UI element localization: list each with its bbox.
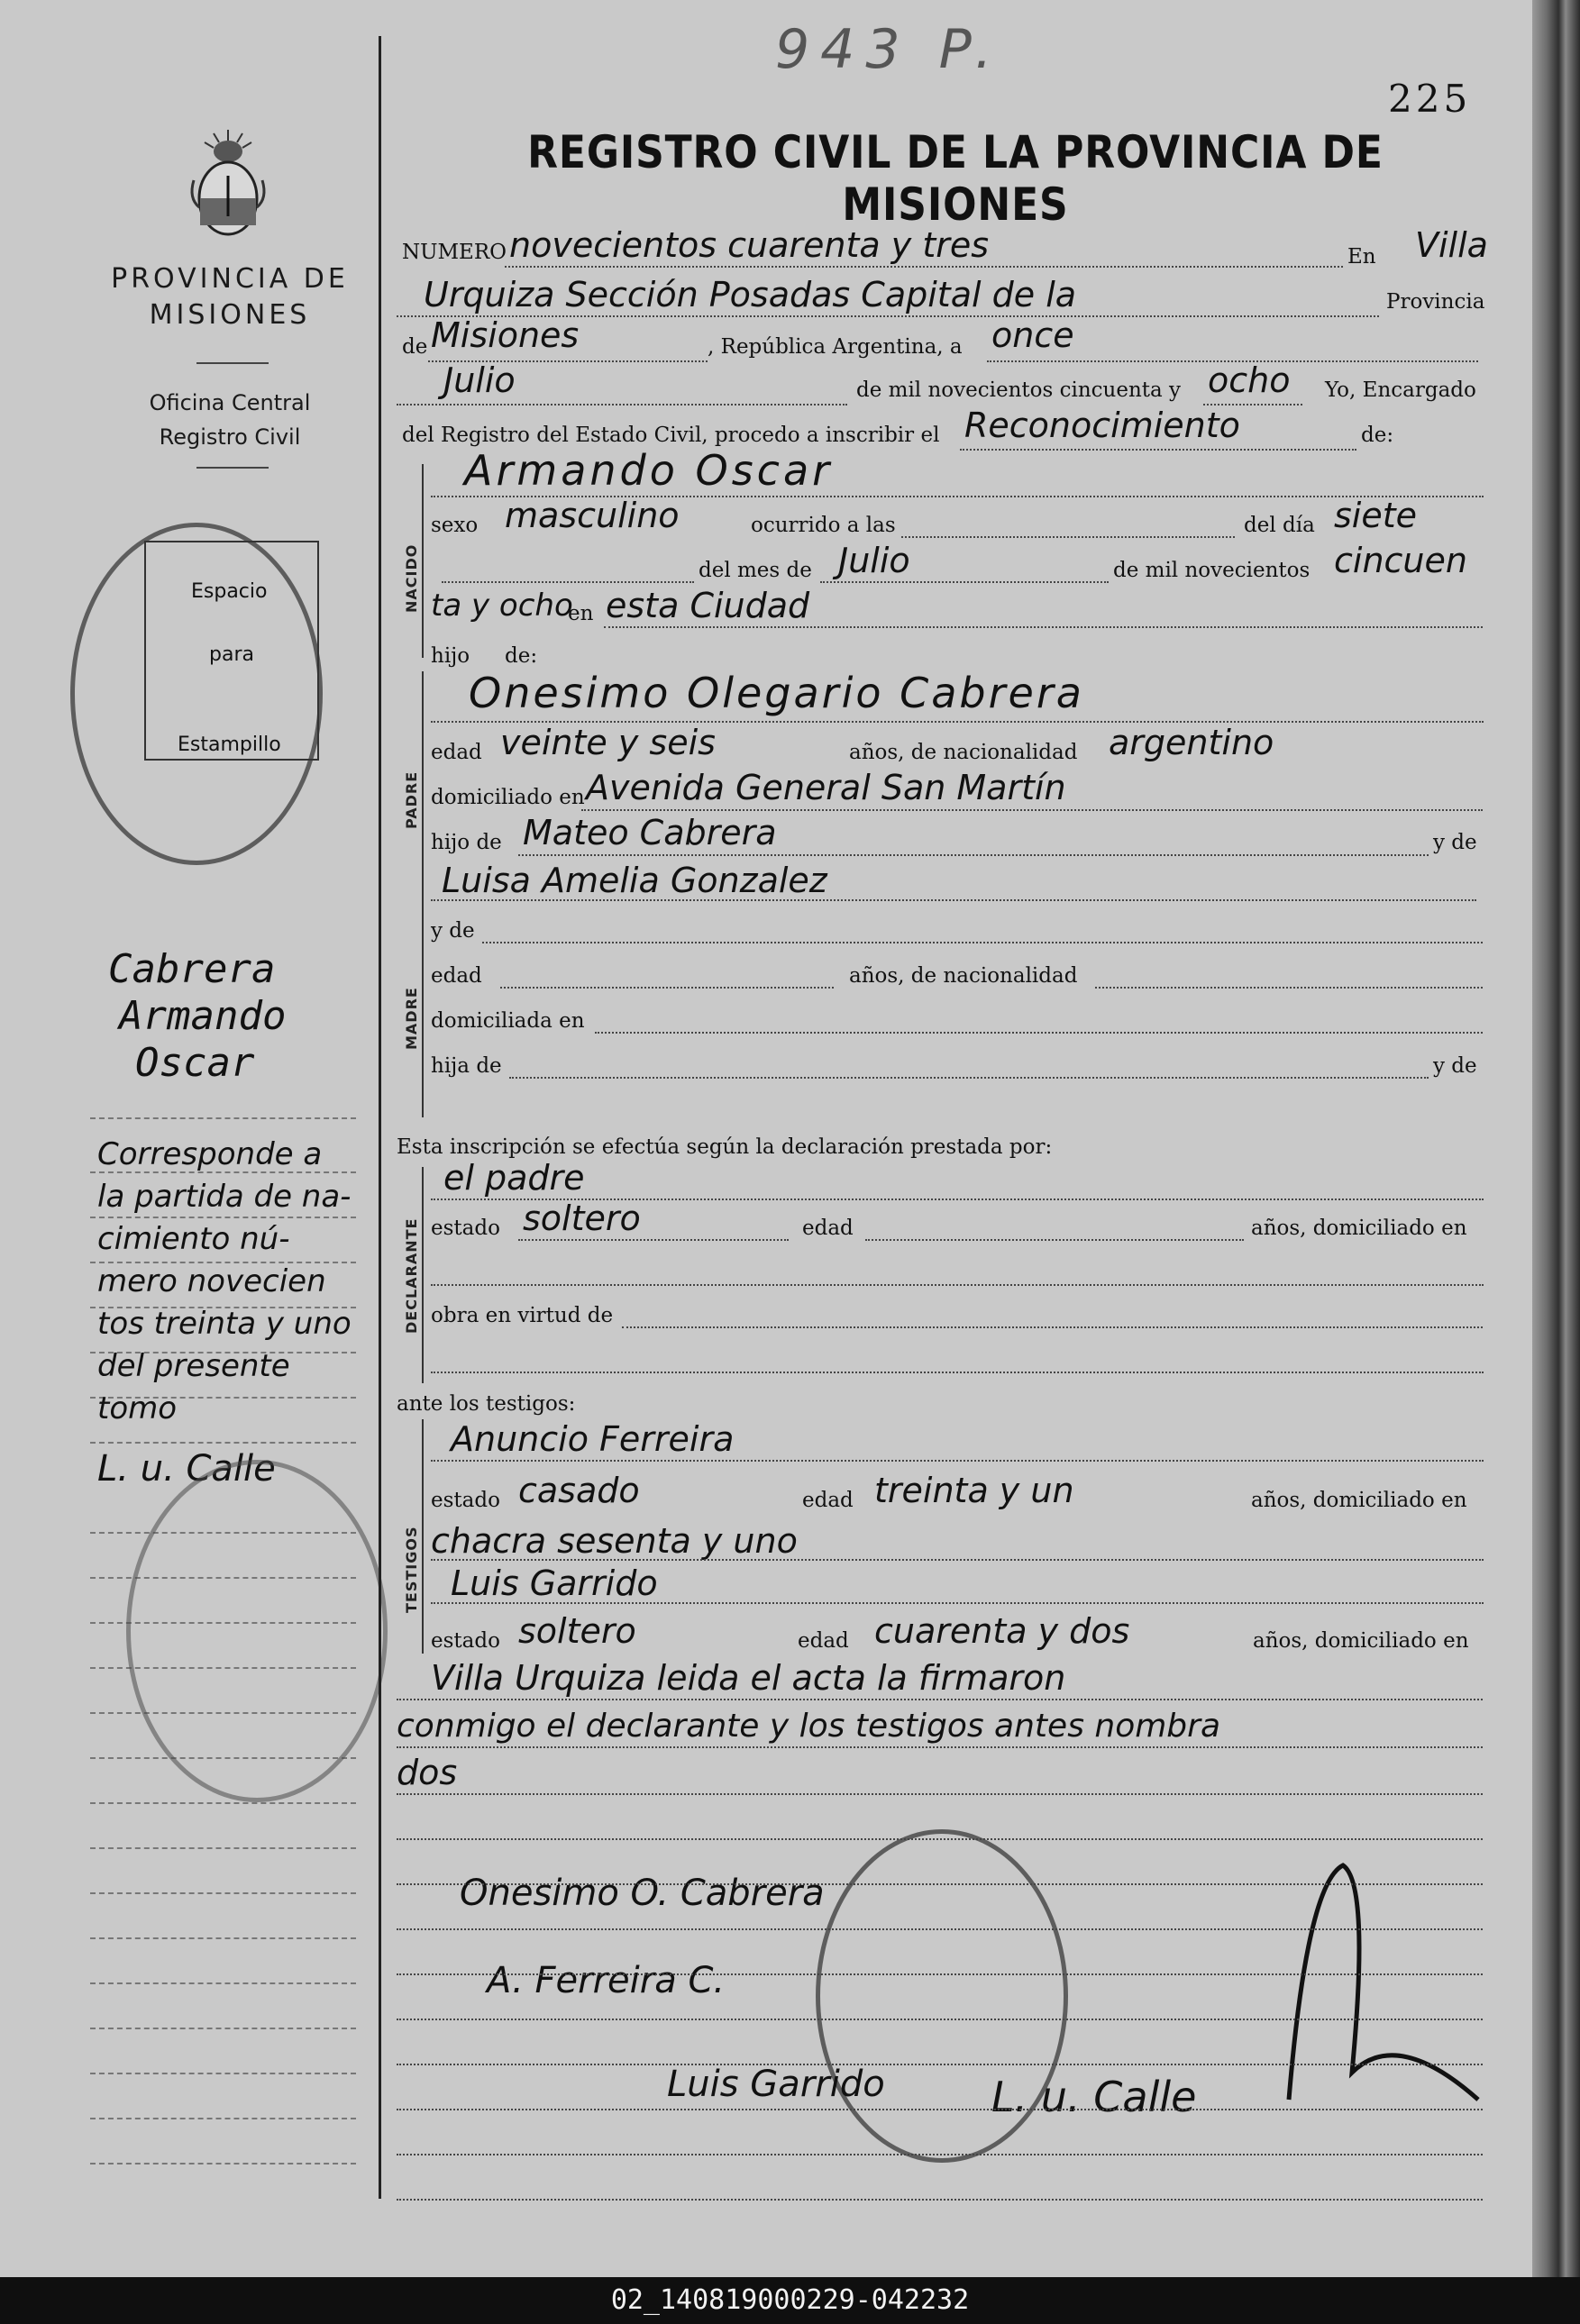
witness-1-address: chacra sesenta y uno bbox=[431, 1521, 798, 1561]
numero-label: NUMERO bbox=[402, 241, 507, 264]
hijo-de-label: hijo de bbox=[431, 831, 502, 854]
stamp-space-label-2: para bbox=[209, 643, 254, 666]
stub-note-line: tos treinta y uno bbox=[97, 1306, 352, 1342]
ruled-line bbox=[90, 2118, 356, 2119]
fill-line bbox=[960, 449, 1356, 451]
ruled-line bbox=[90, 1937, 356, 1939]
act-type-value: Reconocimiento bbox=[964, 406, 1240, 445]
section-bracket bbox=[422, 671, 424, 915]
page-title: REGISTRO CIVIL DE LA PROVINCIA DE MISIONES bbox=[527, 126, 1384, 231]
fill-line bbox=[397, 404, 847, 406]
edad-label: edad bbox=[802, 1489, 854, 1512]
fill-line bbox=[442, 581, 694, 583]
stub-province-text: PROVINCIA DE MISIONES bbox=[111, 263, 349, 331]
republica-label: , República Argentina, a bbox=[708, 335, 963, 359]
hijo-suffix: de: bbox=[505, 644, 538, 668]
stub-name-line-3: Oscar bbox=[135, 1040, 255, 1086]
fill-line bbox=[622, 1326, 1483, 1328]
stub-column bbox=[0, 0, 374, 2277]
fill-line bbox=[518, 854, 1429, 856]
closing-line-1: Villa Urquiza leida el acta la firmaron bbox=[431, 1658, 1066, 1698]
mes-value: Julio bbox=[838, 541, 910, 580]
fill-line bbox=[431, 1559, 1484, 1561]
fill-line bbox=[397, 1928, 1483, 1930]
stamp-space-box bbox=[144, 541, 319, 761]
y-de-label: y de bbox=[1433, 1054, 1477, 1078]
fill-line bbox=[397, 1793, 1483, 1795]
mil-label: de mil novecientos bbox=[1113, 559, 1311, 582]
registrant-name: Armando Oscar bbox=[464, 446, 834, 495]
ruled-line bbox=[90, 2073, 356, 2074]
domiciliada-label: domiciliada en bbox=[431, 1009, 585, 1033]
fill-line bbox=[901, 536, 1235, 538]
father-address-value: Avenida General San Martín bbox=[586, 768, 1066, 807]
signature-registrar: L. u. Calle bbox=[991, 2073, 1197, 2121]
domiciliado-label: años, domiciliado en bbox=[1253, 1629, 1469, 1653]
stub-registrant-name bbox=[108, 946, 286, 1087]
office-line-2: Registro Civil bbox=[159, 424, 301, 450]
nacido-label: NACIDO bbox=[403, 543, 420, 613]
nacionalidad-label: años, de nacionalidad bbox=[849, 741, 1078, 764]
fill-line bbox=[604, 626, 1483, 628]
year-continuation: ta y ocho bbox=[431, 588, 573, 624]
section-bracket bbox=[422, 915, 424, 1117]
footer-id: 02_140819000229-042232 bbox=[610, 2284, 970, 2316]
archive-annotation: 943 P. bbox=[775, 18, 1003, 81]
fill-line bbox=[509, 1077, 1429, 1079]
birth-place-value: esta Ciudad bbox=[606, 586, 810, 625]
en-value: Villa bbox=[1415, 225, 1488, 265]
fill-line bbox=[397, 2064, 1483, 2065]
ocurrido-label: ocurrido a las bbox=[751, 514, 896, 537]
section-bracket bbox=[422, 1419, 424, 1654]
fill-line bbox=[505, 266, 1343, 268]
stub-name-line-2: Armando bbox=[119, 993, 287, 1039]
stub-note-line: la partida de na- bbox=[97, 1179, 352, 1215]
section-bracket bbox=[422, 1167, 424, 1383]
stub-note-line: tomo bbox=[97, 1390, 178, 1426]
grandfather-value: Mateo Cabrera bbox=[523, 813, 777, 852]
y-de-label: y de bbox=[431, 919, 475, 943]
registro-label: del Registro del Estado Civil, procedo a inscribir el bbox=[402, 424, 940, 447]
ruled-line bbox=[90, 2028, 356, 2029]
de-label: de bbox=[402, 335, 428, 359]
stub-note-line: cimiento nú- bbox=[97, 1221, 290, 1257]
day-value: once bbox=[991, 315, 1074, 355]
domiciliado-label: años, domiciliado en bbox=[1251, 1489, 1467, 1512]
office-line-1: Oficina Central bbox=[149, 390, 311, 415]
ruled-line bbox=[90, 1982, 356, 1984]
sexo-value: masculino bbox=[505, 496, 680, 535]
dia-label: del día bbox=[1244, 514, 1315, 537]
ruled-line bbox=[90, 1892, 356, 1894]
grandmother-value: Luisa Amelia Gonzalez bbox=[442, 861, 827, 900]
witness-2-status: soltero bbox=[518, 1611, 636, 1651]
edad-label: edad bbox=[802, 1217, 854, 1240]
domiciliado-label: años, domiciliado en bbox=[1251, 1217, 1467, 1240]
witness-1-name: Anuncio Ferreira bbox=[451, 1419, 735, 1459]
witness-2-name: Luis Garrido bbox=[451, 1563, 658, 1603]
estado-label: estado bbox=[431, 1217, 500, 1240]
fill-line bbox=[865, 1239, 1244, 1241]
stub-note-line: del presente bbox=[97, 1348, 290, 1384]
father-name: Onesimo Olegario Cabrera bbox=[469, 669, 1084, 717]
stub-note-line: mero novecien bbox=[97, 1263, 326, 1299]
declarant-status-value: soltero bbox=[523, 1198, 641, 1238]
stamp-space-label-3: Estampillo bbox=[178, 734, 281, 756]
fill-line bbox=[482, 942, 1483, 943]
stub-annotation bbox=[97, 1134, 363, 1490]
footer-id-bar bbox=[0, 2277, 1580, 2324]
fill-line bbox=[500, 987, 834, 989]
fill-line bbox=[397, 2109, 1483, 2110]
testigos-label: TESTIGOS bbox=[403, 1526, 420, 1613]
domiciliado-label: domiciliado en bbox=[431, 786, 585, 809]
fill-line bbox=[431, 1372, 1484, 1373]
fill-line bbox=[397, 1699, 1483, 1700]
year-value: ocho bbox=[1208, 360, 1291, 400]
sexo-label: sexo bbox=[431, 514, 479, 537]
hijo-label: hijo bbox=[431, 644, 470, 668]
closing-line-2: conmigo el declarante y los testigos antes nombra bbox=[397, 1708, 1221, 1745]
coat-of-arms-icon bbox=[183, 126, 273, 243]
edad-label: edad bbox=[431, 741, 482, 764]
edad-label: edad bbox=[798, 1629, 849, 1653]
stub-note-signature: L. u. Calle bbox=[97, 1448, 276, 1490]
province-value: Misiones bbox=[431, 315, 580, 355]
fill-line bbox=[820, 581, 1109, 583]
en-label: en bbox=[568, 602, 594, 625]
place-value: Urquiza Sección Posadas Capital de la bbox=[424, 275, 1077, 314]
mil-value: cincuen bbox=[1334, 541, 1467, 580]
dia-value: siete bbox=[1334, 496, 1418, 535]
stub-divider bbox=[379, 36, 381, 2199]
en-label: En bbox=[1347, 245, 1376, 269]
fill-line bbox=[581, 809, 1483, 811]
fill-line bbox=[518, 1239, 789, 1241]
fill-line bbox=[431, 1284, 1484, 1286]
father-nationality-value: argentino bbox=[1109, 723, 1274, 762]
section-bracket bbox=[422, 464, 424, 658]
ruled-line bbox=[90, 1117, 356, 1119]
month-value: Julio bbox=[443, 360, 516, 400]
fill-line bbox=[431, 1460, 1484, 1462]
fill-line bbox=[397, 2019, 1483, 2020]
fill-line bbox=[397, 2154, 1483, 2155]
fill-line bbox=[397, 2199, 1483, 2201]
declarant-value: el padre bbox=[443, 1158, 585, 1198]
y-de-label: y de bbox=[1433, 831, 1477, 854]
testigos-intro: ante los testigos: bbox=[397, 1392, 576, 1416]
stub-province-title bbox=[86, 261, 374, 333]
inscripcion-label: Esta inscripción se efectúa según la declaración prestada por: bbox=[397, 1135, 1053, 1159]
book-binding-edge bbox=[1532, 0, 1580, 2277]
madre-label: MADRE bbox=[403, 987, 420, 1050]
page-number: 225 bbox=[1388, 77, 1472, 121]
fill-line bbox=[431, 1602, 1484, 1604]
numero-value: novecientos cuarenta y tres bbox=[509, 225, 990, 265]
encargado-label: Yo, Encargado bbox=[1325, 378, 1476, 402]
fill-line bbox=[397, 1973, 1483, 1975]
stub-name-line-1: Cabrera bbox=[108, 946, 276, 992]
edad-label: edad bbox=[431, 964, 482, 988]
estado-label: estado bbox=[431, 1489, 500, 1512]
divider bbox=[196, 362, 269, 364]
stub-office bbox=[86, 386, 374, 454]
fill-line bbox=[595, 1032, 1483, 1034]
mes-label: del mes de bbox=[699, 559, 812, 582]
father-age-value: veinte y seis bbox=[500, 723, 716, 762]
signature-flourish-icon bbox=[1253, 1847, 1496, 2118]
signature-witness-1: A. Ferreira C. bbox=[487, 1960, 726, 2001]
provincia-label: Provincia bbox=[1386, 290, 1485, 314]
fill-line bbox=[1095, 987, 1483, 989]
ruled-line bbox=[90, 1802, 356, 1804]
official-seal-stamp bbox=[126, 1460, 388, 1802]
fill-line bbox=[397, 1883, 1483, 1885]
witness-1-age: treinta y un bbox=[874, 1471, 1074, 1510]
signature-declarant: Onesimo O. Cabrera bbox=[460, 1873, 825, 1914]
estado-label: estado bbox=[431, 1629, 500, 1653]
fill-line bbox=[431, 899, 1476, 901]
witness-2-age: cuarenta y dos bbox=[874, 1611, 1130, 1651]
hija-de-label: hija de bbox=[431, 1054, 502, 1078]
nacionalidad-label: años, de nacionalidad bbox=[849, 964, 1078, 988]
ruled-line bbox=[90, 2163, 356, 2165]
declarante-label: DECLARANTE bbox=[403, 1217, 420, 1334]
signature-witness-2: Luis Garrido bbox=[667, 2064, 885, 2105]
fill-line bbox=[397, 1838, 1483, 1840]
closing-line-3: dos bbox=[397, 1753, 458, 1792]
stub-note-line: Corresponde a bbox=[97, 1136, 323, 1172]
act-suffix-label: de: bbox=[1361, 424, 1394, 447]
stamp-space-label-1: Espacio bbox=[191, 580, 268, 603]
year-label: de mil novecientos cincuenta y bbox=[856, 378, 1182, 402]
padre-label: PADRE bbox=[403, 770, 420, 829]
obra-label: obra en virtud de bbox=[431, 1304, 614, 1327]
witness-1-status: casado bbox=[518, 1471, 640, 1510]
divider bbox=[196, 467, 269, 469]
fill-line bbox=[397, 1746, 1483, 1748]
ruled-line bbox=[90, 1847, 356, 1849]
